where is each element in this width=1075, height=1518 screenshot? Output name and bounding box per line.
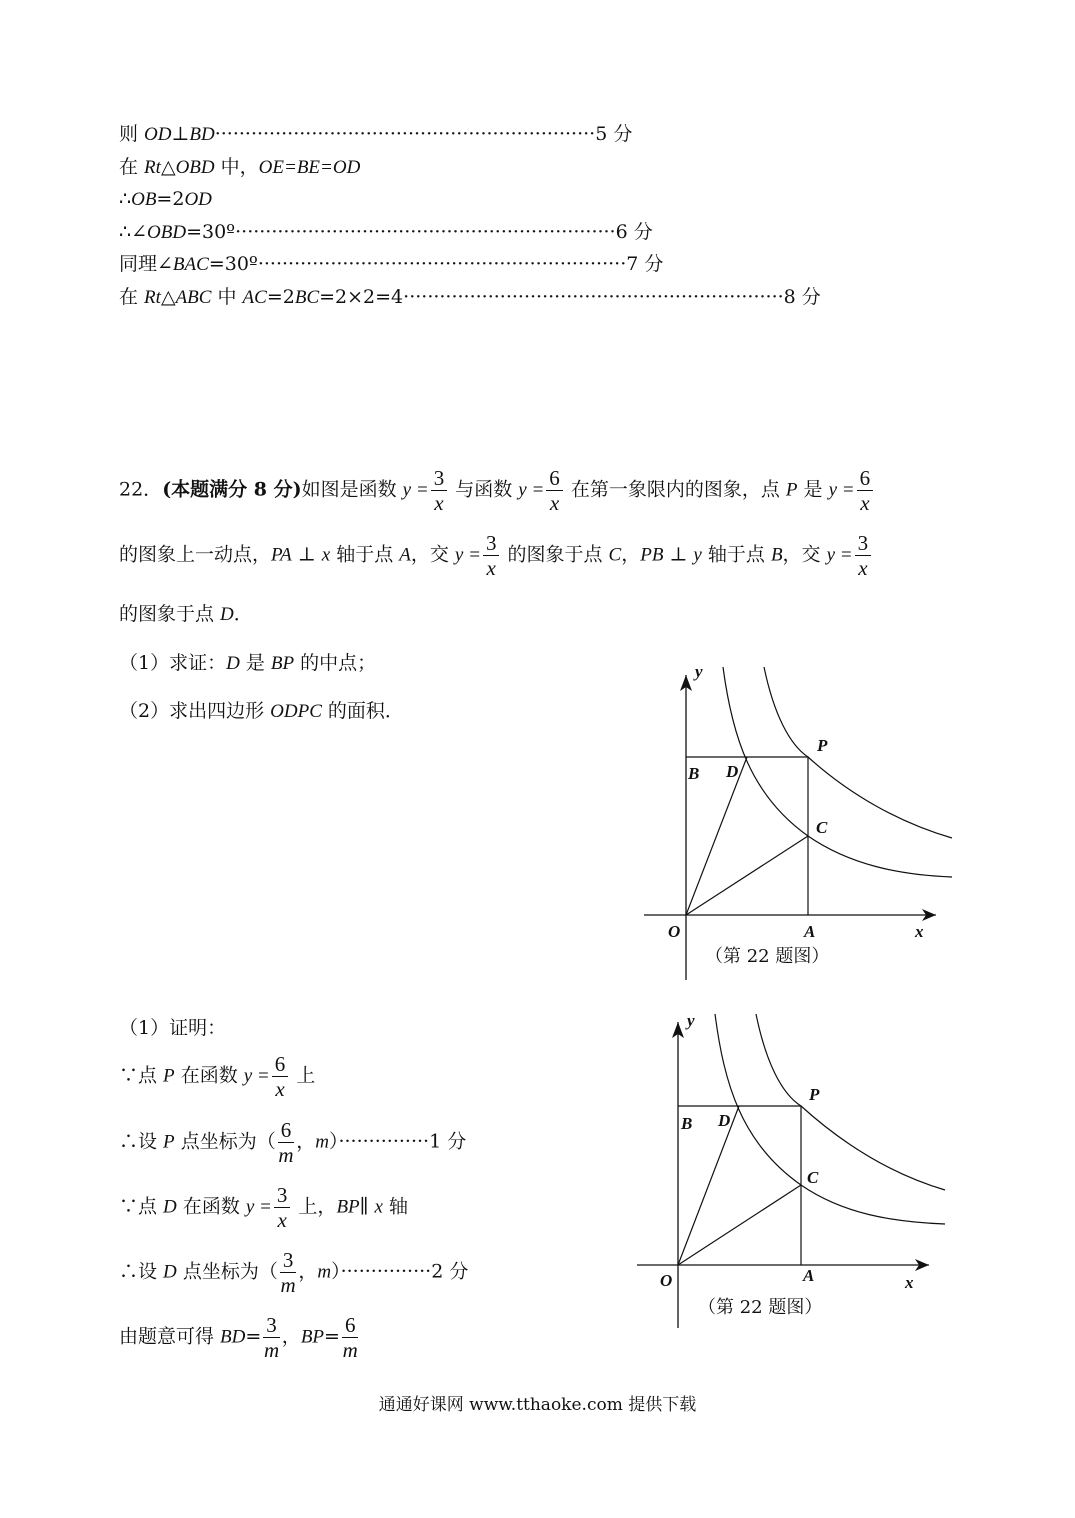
denominator: m <box>280 1273 296 1297</box>
text: 在 <box>119 156 145 178</box>
text: 如图是函数 <box>301 478 403 501</box>
solution22-line5 <box>119 1248 468 1297</box>
text: 中， <box>214 156 259 178</box>
denominator: x <box>858 556 868 580</box>
text: 的面积． <box>321 700 404 722</box>
denominator: x <box>277 1208 287 1232</box>
label-A: A <box>804 922 816 941</box>
label-x: x <box>905 1273 914 1292</box>
text: ⊥ <box>663 543 694 566</box>
text: 轴 <box>382 1195 408 1218</box>
figure-caption: （第 22 题图） <box>705 946 830 967</box>
solution22-line3 <box>119 1118 466 1167</box>
equation-lhs: y = <box>243 1065 270 1087</box>
text: 上， <box>292 1195 337 1218</box>
label-D: D <box>726 762 739 781</box>
text: 的中点； <box>294 652 377 674</box>
text: ∥ <box>359 1195 375 1218</box>
solution21-line6 <box>119 285 821 310</box>
footer-download-note: 通通好课网 www.tthaoke.com 提供下载 <box>378 1395 697 1415</box>
var: OB <box>131 189 157 210</box>
text: 轴于点 <box>701 543 771 566</box>
equation-lhs: y = <box>828 479 855 501</box>
text: 在 <box>119 286 145 308</box>
figure-22-top <box>640 655 960 985</box>
solution22-line2 <box>119 1052 315 1101</box>
fraction-6-over-x <box>272 1052 289 1101</box>
text: 则 <box>119 123 145 145</box>
text: 在函数 <box>176 1195 246 1218</box>
text: 同理∠ <box>119 253 173 275</box>
label-P: P <box>809 1085 820 1104</box>
var: P <box>163 1131 175 1153</box>
text: 与函数 <box>449 478 519 501</box>
var: PA <box>271 544 292 566</box>
score: 7 分 <box>626 253 664 275</box>
numerator: 6 <box>342 1313 359 1338</box>
text: 轴于点 <box>330 543 400 566</box>
text: ） <box>331 1260 341 1283</box>
curve-3-over-x <box>715 1014 945 1224</box>
text: 上 <box>290 1064 316 1087</box>
var: BC <box>294 287 320 308</box>
text: △ <box>160 286 176 308</box>
numerator: 3 <box>483 531 500 556</box>
text: ∴∠ <box>119 221 148 243</box>
solution21-line4 <box>119 220 653 245</box>
numerator: 6 <box>272 1052 289 1077</box>
numerator: 3 <box>431 466 448 491</box>
text: ∴设 <box>119 1130 164 1153</box>
var: BP <box>336 1196 360 1218</box>
var: D <box>163 1196 177 1218</box>
var: PB <box>640 544 664 566</box>
var: D <box>220 604 234 625</box>
var: OD <box>144 124 172 145</box>
var: D <box>226 653 240 674</box>
text: ⊥ <box>291 543 322 566</box>
leader-dots: ··············· <box>340 1260 432 1283</box>
text: ，交 <box>410 543 455 566</box>
var: ABC <box>175 287 212 308</box>
rectangle-PB-PA <box>686 757 808 915</box>
text: △ <box>160 156 176 178</box>
label-P: P <box>817 736 828 755</box>
solution22-line1: （1）证明： <box>119 1017 227 1039</box>
text: ） <box>328 1130 339 1153</box>
score: 2 分 <box>431 1260 469 1283</box>
segment-OC <box>686 836 808 915</box>
label-D: D <box>718 1111 731 1130</box>
text: ， <box>296 1130 316 1153</box>
numerator: 3 <box>280 1248 297 1273</box>
numerator: 3 <box>263 1313 280 1338</box>
var: P <box>163 1065 175 1087</box>
text: =2 <box>266 286 295 308</box>
question-1 <box>119 651 376 676</box>
text: ，交 <box>782 543 827 566</box>
equation-lhs: y = <box>402 479 429 501</box>
solution21-line2 <box>119 155 360 180</box>
var: A <box>399 544 411 566</box>
solution21-line3 <box>119 187 212 212</box>
text: （2）求出四边形 <box>119 700 271 722</box>
text: 是 <box>239 652 271 674</box>
text: ， <box>281 1325 301 1348</box>
var: OBD <box>175 157 215 178</box>
equation-lhs: y = <box>245 1196 272 1218</box>
var: Rt <box>144 157 161 178</box>
leader-dots: ······························································· <box>214 123 596 145</box>
fraction-6-over-m <box>278 1118 295 1167</box>
fraction-6-over-x <box>546 466 563 515</box>
denominator: m <box>278 1143 294 1167</box>
text: ⊥ <box>171 123 190 145</box>
problem-number: 22． <box>119 478 163 501</box>
curve-6-over-x <box>764 667 952 838</box>
rectangle-PB-PA <box>678 1106 801 1265</box>
text: ． <box>233 603 253 625</box>
segment-OC <box>678 1185 801 1265</box>
text: 的图象于点 <box>119 603 221 625</box>
denominator: x <box>486 556 496 580</box>
text: ∴设 <box>119 1260 164 1283</box>
text: =30º <box>208 253 258 275</box>
var: BP <box>300 1326 325 1348</box>
text: ∴ <box>119 188 132 210</box>
text: 在第一象限内的图象，点 <box>564 478 786 501</box>
denominator: m <box>342 1338 358 1362</box>
label-O: O <box>660 1271 673 1290</box>
score: 6 分 <box>615 221 653 243</box>
label-O: O <box>668 922 681 941</box>
text: 的图象于点 <box>501 543 609 566</box>
solution21-line1 <box>119 122 632 147</box>
curve-3-over-x <box>723 667 952 877</box>
fraction-3-over-x <box>274 1183 291 1232</box>
fraction-6-over-m <box>342 1313 359 1362</box>
equation-lhs: y = <box>518 479 545 501</box>
var: OD <box>184 189 212 210</box>
equation-lhs: y = <box>454 544 481 566</box>
numerator: 6 <box>857 466 874 491</box>
figure-22-bottom <box>633 1008 953 1333</box>
problem22-line1 <box>119 466 875 515</box>
fraction-3-over-m <box>280 1248 297 1297</box>
solution21-line5 <box>119 252 663 277</box>
solution22-line6 <box>119 1313 360 1362</box>
var: BP <box>270 653 295 674</box>
leader-dots: ··············· <box>338 1130 430 1153</box>
var: x <box>321 544 331 566</box>
problem22-line3 <box>119 602 253 627</box>
fraction-3-over-x <box>483 531 500 580</box>
var: AC <box>242 287 267 308</box>
var: OBD <box>147 222 187 243</box>
figure-caption: （第 22 题图） <box>698 1297 823 1318</box>
var: BD <box>189 124 215 145</box>
score: 5 分 <box>595 123 633 145</box>
equation-lhs: y = <box>826 544 853 566</box>
fraction-3-over-m <box>263 1313 280 1362</box>
problem22-line2 <box>119 531 873 580</box>
text: = <box>324 1325 340 1348</box>
var: B <box>770 544 783 566</box>
text: =2 <box>156 188 185 210</box>
label-y: y <box>695 662 703 681</box>
denominator: x <box>434 491 444 515</box>
var: ODPC <box>270 701 322 722</box>
var: y <box>693 544 702 566</box>
var: BD <box>220 1326 246 1348</box>
text: （1）求证： <box>119 652 227 674</box>
denominator: x <box>549 491 560 515</box>
text: 由题意可得 <box>119 1325 221 1348</box>
numerator: 6 <box>546 466 563 491</box>
var: C <box>608 544 622 566</box>
fraction-3-over-x <box>855 531 872 580</box>
label-B: B <box>688 764 700 783</box>
denominator: m <box>263 1338 280 1362</box>
text: 中 <box>211 286 243 308</box>
solution22-line4 <box>119 1183 408 1232</box>
text: 在函数 <box>174 1064 244 1087</box>
text: ， <box>298 1260 318 1283</box>
label-B: B <box>681 1114 693 1133</box>
label-x: x <box>915 922 924 941</box>
leader-dots: ····························································· <box>257 253 627 275</box>
var: D <box>163 1261 177 1283</box>
problem-heading: (本题满分 8 分) <box>162 478 302 501</box>
curve-6-over-x <box>756 1014 945 1190</box>
label-y: y <box>687 1011 695 1030</box>
text: 点坐标为（ <box>174 1130 276 1153</box>
text: =2×2=4 <box>319 286 404 308</box>
text: 是 <box>797 478 829 501</box>
text: ∵点 <box>119 1195 164 1218</box>
label-C: C <box>816 818 828 837</box>
var: m <box>315 1131 329 1153</box>
fraction-6-over-x <box>857 466 874 515</box>
text: ∵点 <box>119 1064 164 1087</box>
label-A: A <box>803 1266 815 1285</box>
text: 的图象上一动点， <box>119 543 272 566</box>
var: m <box>317 1261 332 1283</box>
numerator: 6 <box>278 1118 295 1143</box>
leader-dots: ······························································· <box>403 286 784 308</box>
numerator: 3 <box>274 1183 291 1208</box>
text: ， <box>621 543 641 566</box>
text: =30º <box>186 221 236 243</box>
numerator: 3 <box>855 531 872 556</box>
text: = <box>245 1325 262 1348</box>
var: OE=BE=OD <box>258 157 361 178</box>
question-2 <box>119 699 404 724</box>
denominator: x <box>860 491 870 515</box>
var: BAC <box>172 254 209 275</box>
fraction-3-over-x <box>431 466 448 515</box>
score: 8 分 <box>783 286 821 308</box>
var: Rt <box>144 287 161 308</box>
leader-dots: ······························································· <box>235 221 616 243</box>
score: 1 分 <box>429 1130 467 1153</box>
text: 点坐标为（ <box>176 1260 278 1283</box>
var: P <box>785 479 798 501</box>
label-C: C <box>807 1168 819 1187</box>
var: x <box>374 1196 383 1218</box>
denominator: x <box>275 1077 285 1101</box>
